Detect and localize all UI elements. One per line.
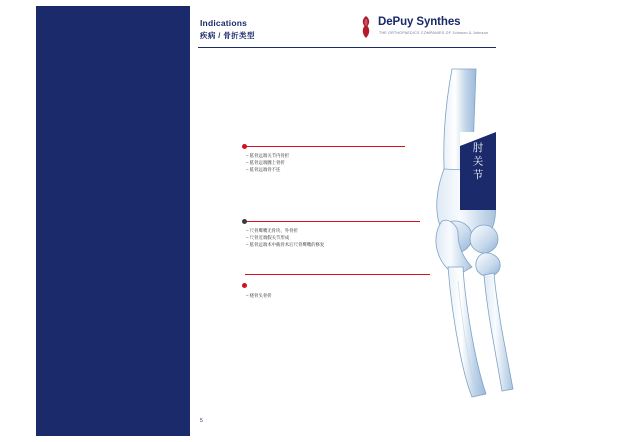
callout-3-line-1: – 桡骨头骨折 — [246, 293, 272, 298]
section-tab-notch — [460, 132, 496, 146]
callout-1-line-1: – 肱骨远端关节内骨折 — [246, 153, 290, 158]
page-number: 5 — [200, 418, 203, 424]
brand-tagline: THE ORTHOPAEDICS COMPANIES OF Johnson & Johnson — [379, 31, 489, 35]
callout-text-2 — [246, 227, 324, 249]
callout-line-3 — [245, 274, 430, 275]
page-header — [190, 6, 496, 48]
callout-text-3 — [246, 292, 272, 299]
callout-2-line-2: – 尺骨近端假关节形成 — [246, 235, 290, 241]
brand-name: DePuy Synthes — [378, 16, 461, 28]
callout-text-1 — [246, 152, 289, 174]
page-title: Indications — [200, 18, 248, 28]
callout-dot-2 — [242, 219, 247, 224]
brand-logo — [358, 15, 490, 43]
callout-line-1 — [245, 146, 405, 147]
callout-dot-3 — [242, 283, 247, 288]
section-tab-label-wrap — [460, 142, 496, 183]
page-subtitle: 疾病 / 骨折类型 — [200, 31, 255, 40]
left-navy-band — [36, 6, 190, 436]
depuy-synthes-logo-mark-icon — [358, 15, 374, 39]
section-tab-label: 肘关节 — [471, 142, 484, 183]
callout-2-line-1: – 尺骨鹰嘴无骨块、外骨折 — [246, 228, 298, 233]
callout-1-line-3: – 肱骨远端骨不连 — [246, 167, 281, 173]
callout-dot-1 — [242, 144, 247, 149]
callout-2-line-3: – 肱骨远端术中截骨术后尺骨鹰嘴的修复 — [246, 242, 325, 248]
callout-1-line-2: – 肱骨远端髁上骨折 — [246, 160, 285, 166]
callout-line-2 — [245, 221, 420, 222]
content-area — [190, 6, 496, 436]
header-divider — [198, 47, 496, 48]
elbow-joint-anatomy-illustration — [380, 61, 565, 401]
document-sheet — [36, 6, 496, 436]
